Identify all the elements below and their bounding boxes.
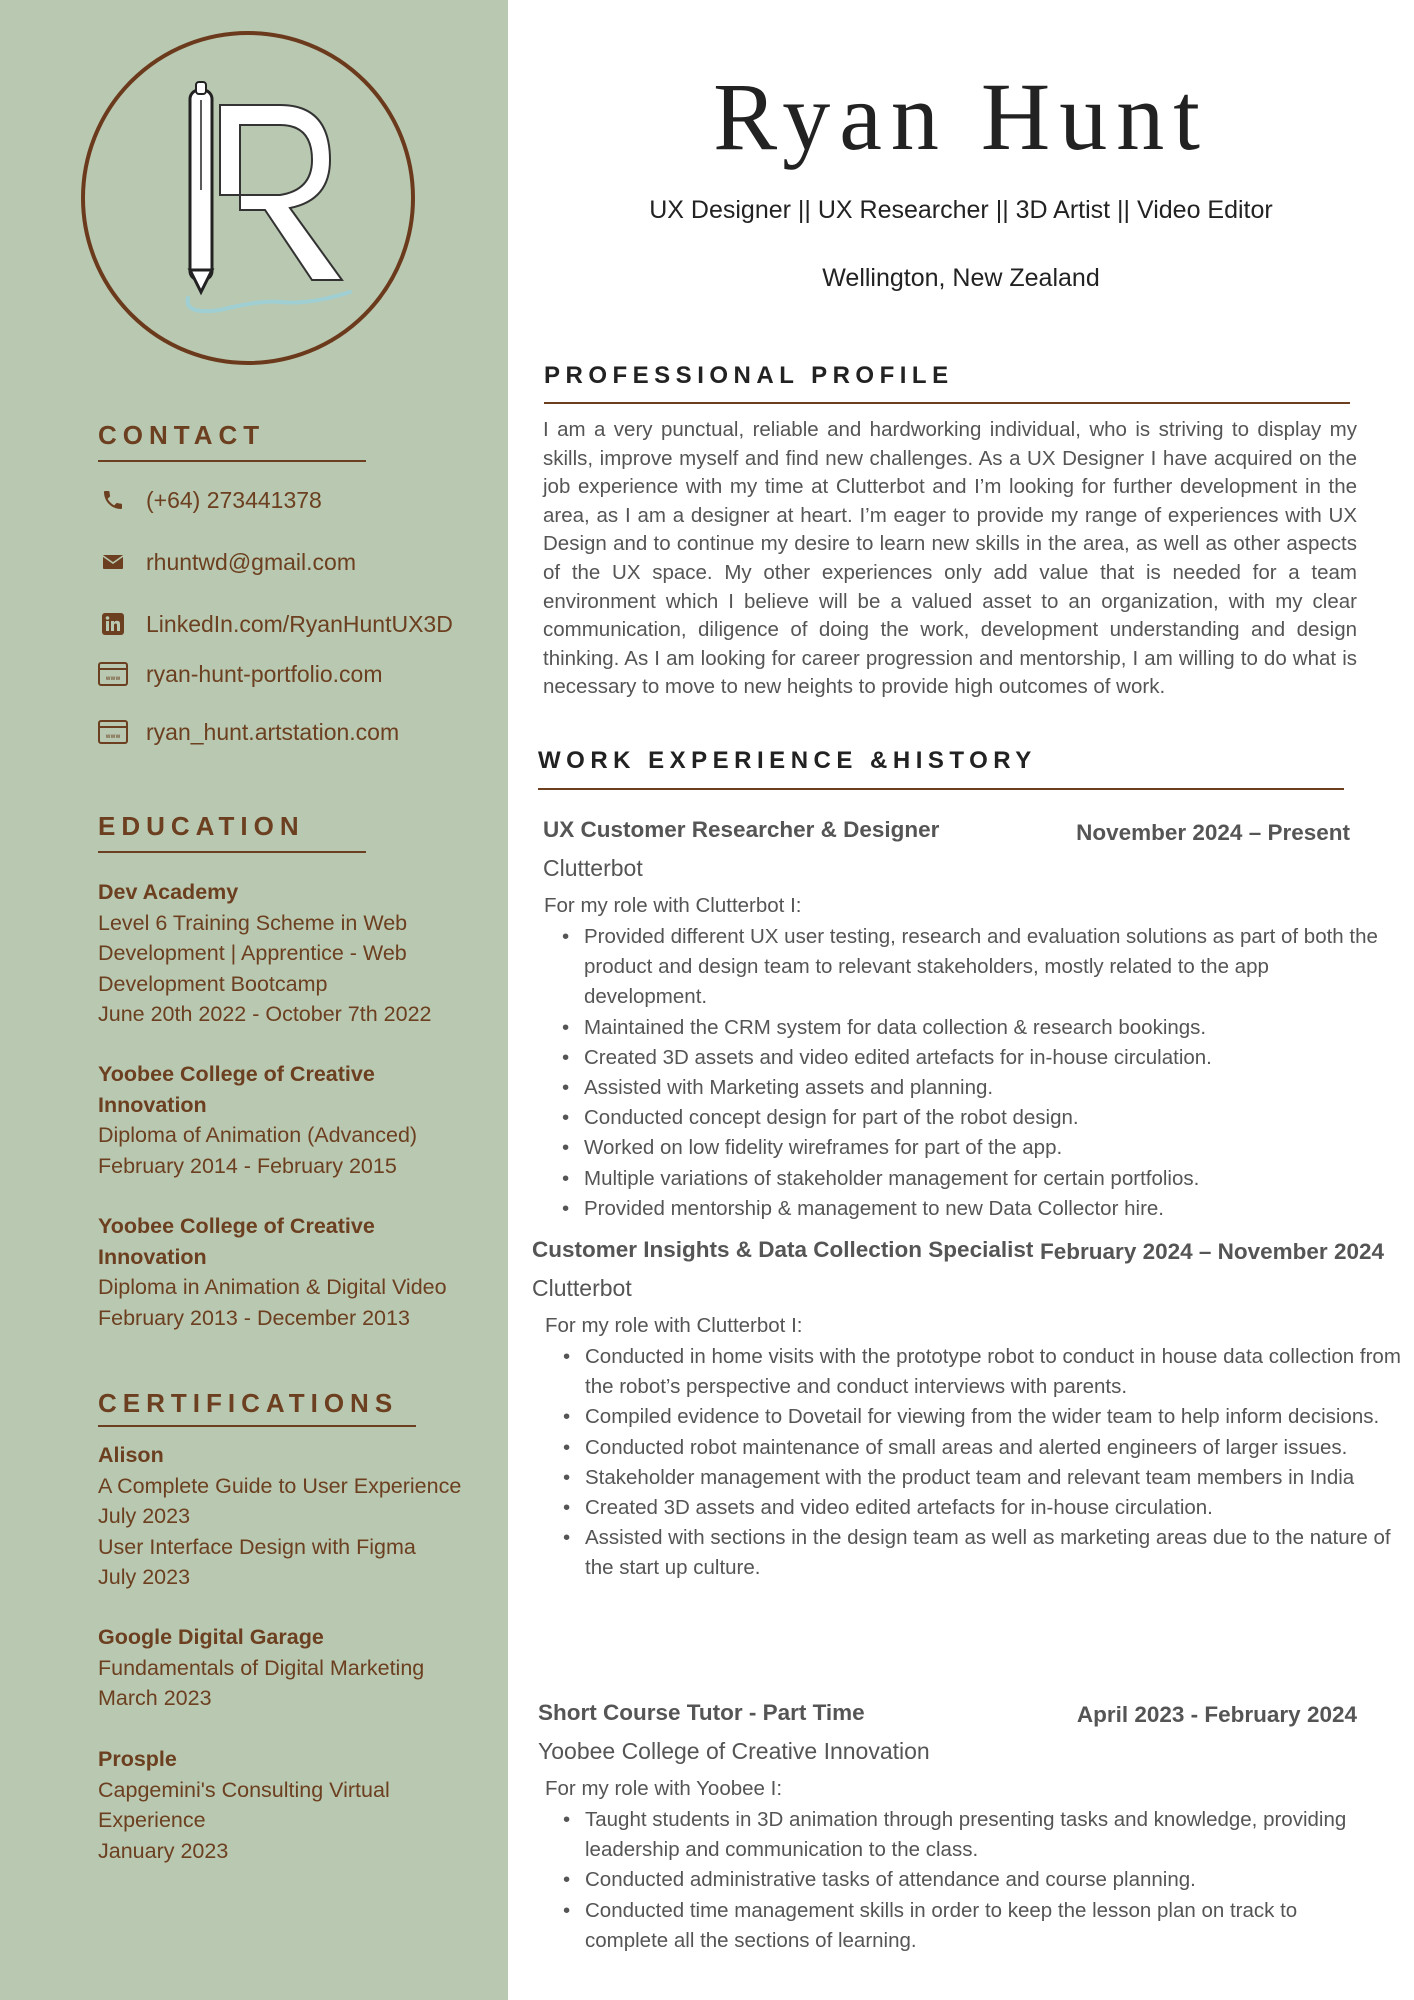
job-intro: For my role with Clutterbot I: bbox=[544, 894, 802, 917]
certification-line: User Interface Design with Figma bbox=[98, 1534, 416, 1559]
list-item: • Created 3D assets and video edited artefacts for in-house circulation. bbox=[584, 1043, 1384, 1073]
list-item: • Conducted concept design for part of the robot design. bbox=[584, 1103, 1384, 1133]
certification-issuer: Alison bbox=[98, 1443, 164, 1467]
certifications-heading: CERTIFICATIONS bbox=[98, 1388, 399, 1418]
contact-divider bbox=[98, 460, 366, 462]
certification-date: January 2023 bbox=[98, 1838, 229, 1863]
list-item: • Maintained the CRM system for data collection & research bookings. bbox=[584, 1013, 1384, 1043]
education-line: Diploma in Animation & Digital Video bbox=[98, 1275, 447, 1299]
work-divider bbox=[538, 788, 1344, 790]
pen-monogram-R-icon bbox=[80, 30, 416, 366]
candidate-name: Ryan Hunt bbox=[713, 63, 1209, 170]
contact-email[interactable] bbox=[98, 546, 356, 578]
certification-line: Experience bbox=[98, 1808, 206, 1832]
contact-phone-text: (+64) 273441378 bbox=[146, 486, 322, 513]
work-heading: WORK EXPERIENCE &HISTORY bbox=[538, 747, 1037, 774]
list-item: • Conducted administrative tasks of attendance and course planning. bbox=[585, 1865, 1385, 1895]
profile-text: I am a very punctual, reliable and hardworking individual, who is striving to display my skills, improve myself and find new challenges. As a UX Designer I have acquired on the job experience with my time at Clutterbot and I’m looking for further development in the area, as I am a designer at heart. I’m eager to provide my range of experiences with UX Design and to continue my desire to learn new skills in the area, as well as other aspects of the UX space. My other experiences only add value that is needed for a team environment which I believe will be a valued asset to an organization, with my clear communication, diligence of doing the work, development understanding and design thinking. As I am looking for career progression and mentorship, I am willing to do what is necessary to move to new heights to provide high outcomes of work. bbox=[543, 418, 1357, 699]
job-bullet-list bbox=[543, 1805, 1385, 1956]
education-heading: EDUCATION bbox=[98, 811, 305, 841]
education-entry bbox=[98, 877, 498, 1030]
job-intro: For my role with Yoobee I: bbox=[545, 1777, 783, 1800]
job-company: Yoobee College of Creative Innovation bbox=[538, 1738, 930, 1764]
education-date: June 20th 2022 - October 7th 2022 bbox=[98, 1002, 432, 1026]
job-company: Clutterbot bbox=[543, 855, 643, 881]
logo bbox=[80, 30, 416, 366]
contact-portfolio-text: ryan-hunt-portfolio.com bbox=[146, 660, 383, 687]
job-bullet-list bbox=[543, 1342, 1410, 1584]
certifications-divider bbox=[98, 1425, 416, 1427]
job-intro: For my role with Clutterbot I: bbox=[545, 1314, 803, 1337]
list-item: • Stakeholder management with the product team and relevant team members in India bbox=[585, 1463, 1410, 1493]
job-title: UX Customer Researcher & Designer bbox=[543, 817, 940, 842]
list-item: • Created 3D assets and video edited artefacts for in-house circulation. bbox=[585, 1493, 1410, 1523]
profile-divider bbox=[544, 402, 1350, 404]
certification-line: Capgemini's Consulting Virtual bbox=[98, 1777, 390, 1802]
job-company: Clutterbot bbox=[532, 1275, 632, 1301]
list-item: • Provided mentorship & management to new Data Collector hire. bbox=[584, 1194, 1384, 1224]
candidate-location: Wellington, New Zealand bbox=[822, 264, 1100, 292]
list-item: • Conducted robot maintenance of small areas and alerted engineers of larger issues. bbox=[585, 1433, 1410, 1463]
contact-heading: CONTACT bbox=[98, 420, 266, 450]
certification-issuer: Prosple bbox=[98, 1747, 177, 1771]
contact-phone[interactable] bbox=[98, 484, 322, 516]
profile-heading: PROFESSIONAL PROFILE bbox=[544, 362, 954, 389]
education-institution: Yoobee College of Creative Innovation bbox=[98, 1214, 375, 1269]
education-entry bbox=[98, 1211, 447, 1333]
education-entry bbox=[98, 1059, 428, 1181]
list-item: • Conducted time management skills in order to keep the lesson plan on track to complete all the sections of learning. bbox=[585, 1896, 1385, 1956]
candidate-roles: UX Designer || UX Researcher || 3D Artist || Video Editor bbox=[649, 196, 1273, 224]
education-date: February 2014 - February 2015 bbox=[98, 1153, 397, 1178]
contact-artstation[interactable] bbox=[98, 716, 399, 748]
education-line: Diploma of Animation (Advanced) bbox=[98, 1123, 418, 1147]
contact-portfolio[interactable] bbox=[98, 658, 383, 690]
education-institution: Yoobee College of Creative Innovation bbox=[98, 1062, 375, 1117]
list-item: • Assisted with sections in the design team as well as marketing areas due to the nature of the start up culture. bbox=[585, 1523, 1410, 1583]
education-line: Level 6 Training Scheme in Web bbox=[98, 910, 408, 935]
list-item: • Multiple variations of stakeholder management for certain portfolios. bbox=[584, 1164, 1384, 1194]
certification-date: July 2023 bbox=[98, 1565, 191, 1589]
certification-entry bbox=[98, 1622, 498, 1714]
list-item: • Taught students in 3D animation through presenting tasks and knowledge, providing leadership and communication to the class. bbox=[585, 1805, 1385, 1865]
education-divider bbox=[98, 851, 366, 853]
certification-date: March 2023 bbox=[98, 1686, 212, 1710]
contact-artstation-text: ryan_hunt.artstation.com bbox=[146, 718, 400, 745]
education-institution: Dev Academy bbox=[98, 880, 239, 904]
list-item: • Compiled evidence to Dovetail for viewing from the wider team to help inform decisions. bbox=[585, 1402, 1410, 1432]
contact-linkedin-text: LinkedIn.com/RyanHuntUX3D bbox=[146, 610, 453, 637]
phone-icon bbox=[98, 485, 128, 515]
job-title: Short Course Tutor - Part Time bbox=[538, 1700, 865, 1725]
job-date: February 2024 – November 2024 bbox=[1040, 1239, 1384, 1264]
certification-line: Fundamentals of Digital Marketing bbox=[98, 1655, 425, 1680]
certification-issuer: Google Digital Garage bbox=[98, 1625, 324, 1649]
contact-linkedin[interactable] bbox=[98, 608, 453, 640]
job-date: April 2023 - February 2024 bbox=[1076, 1702, 1357, 1727]
certification-entry bbox=[98, 1744, 498, 1866]
svg-text:www: www bbox=[105, 733, 121, 740]
website-icon bbox=[98, 717, 128, 747]
linkedin-icon bbox=[98, 609, 128, 639]
certification-date: July 2023 bbox=[98, 1504, 191, 1528]
list-item: • Assisted with Marketing assets and planning. bbox=[584, 1073, 1384, 1103]
certification-entry bbox=[98, 1440, 498, 1593]
svg-text:www: www bbox=[105, 675, 121, 682]
job-bullet-list bbox=[542, 922, 1384, 1224]
education-date: February 2013 - December 2013 bbox=[98, 1305, 410, 1330]
job-title: Customer Insights & Data Collection Specialist bbox=[532, 1237, 1034, 1262]
education-line: Development | Apprentice - Web bbox=[98, 941, 407, 965]
email-icon bbox=[98, 547, 128, 577]
list-item: • Worked on low fidelity wireframes for part of the app. bbox=[584, 1133, 1384, 1163]
job-date: November 2024 – Present bbox=[1076, 820, 1350, 845]
list-item: • Provided different UX user testing, research and evaluation solutions as part of both the product and design team to relevant stakeholders, mostly related to the app development. bbox=[584, 922, 1384, 1013]
list-item: • Conducted in home visits with the prototype robot to conduct in house data collection from the robot’s perspective and conduct interviews with parents. bbox=[585, 1342, 1410, 1402]
certification-line: A Complete Guide to User Experience bbox=[98, 1473, 462, 1498]
website-icon bbox=[98, 659, 128, 689]
education-line: Development Bootcamp bbox=[98, 971, 328, 996]
contact-email-text: rhuntwd@gmail.com bbox=[146, 548, 356, 575]
